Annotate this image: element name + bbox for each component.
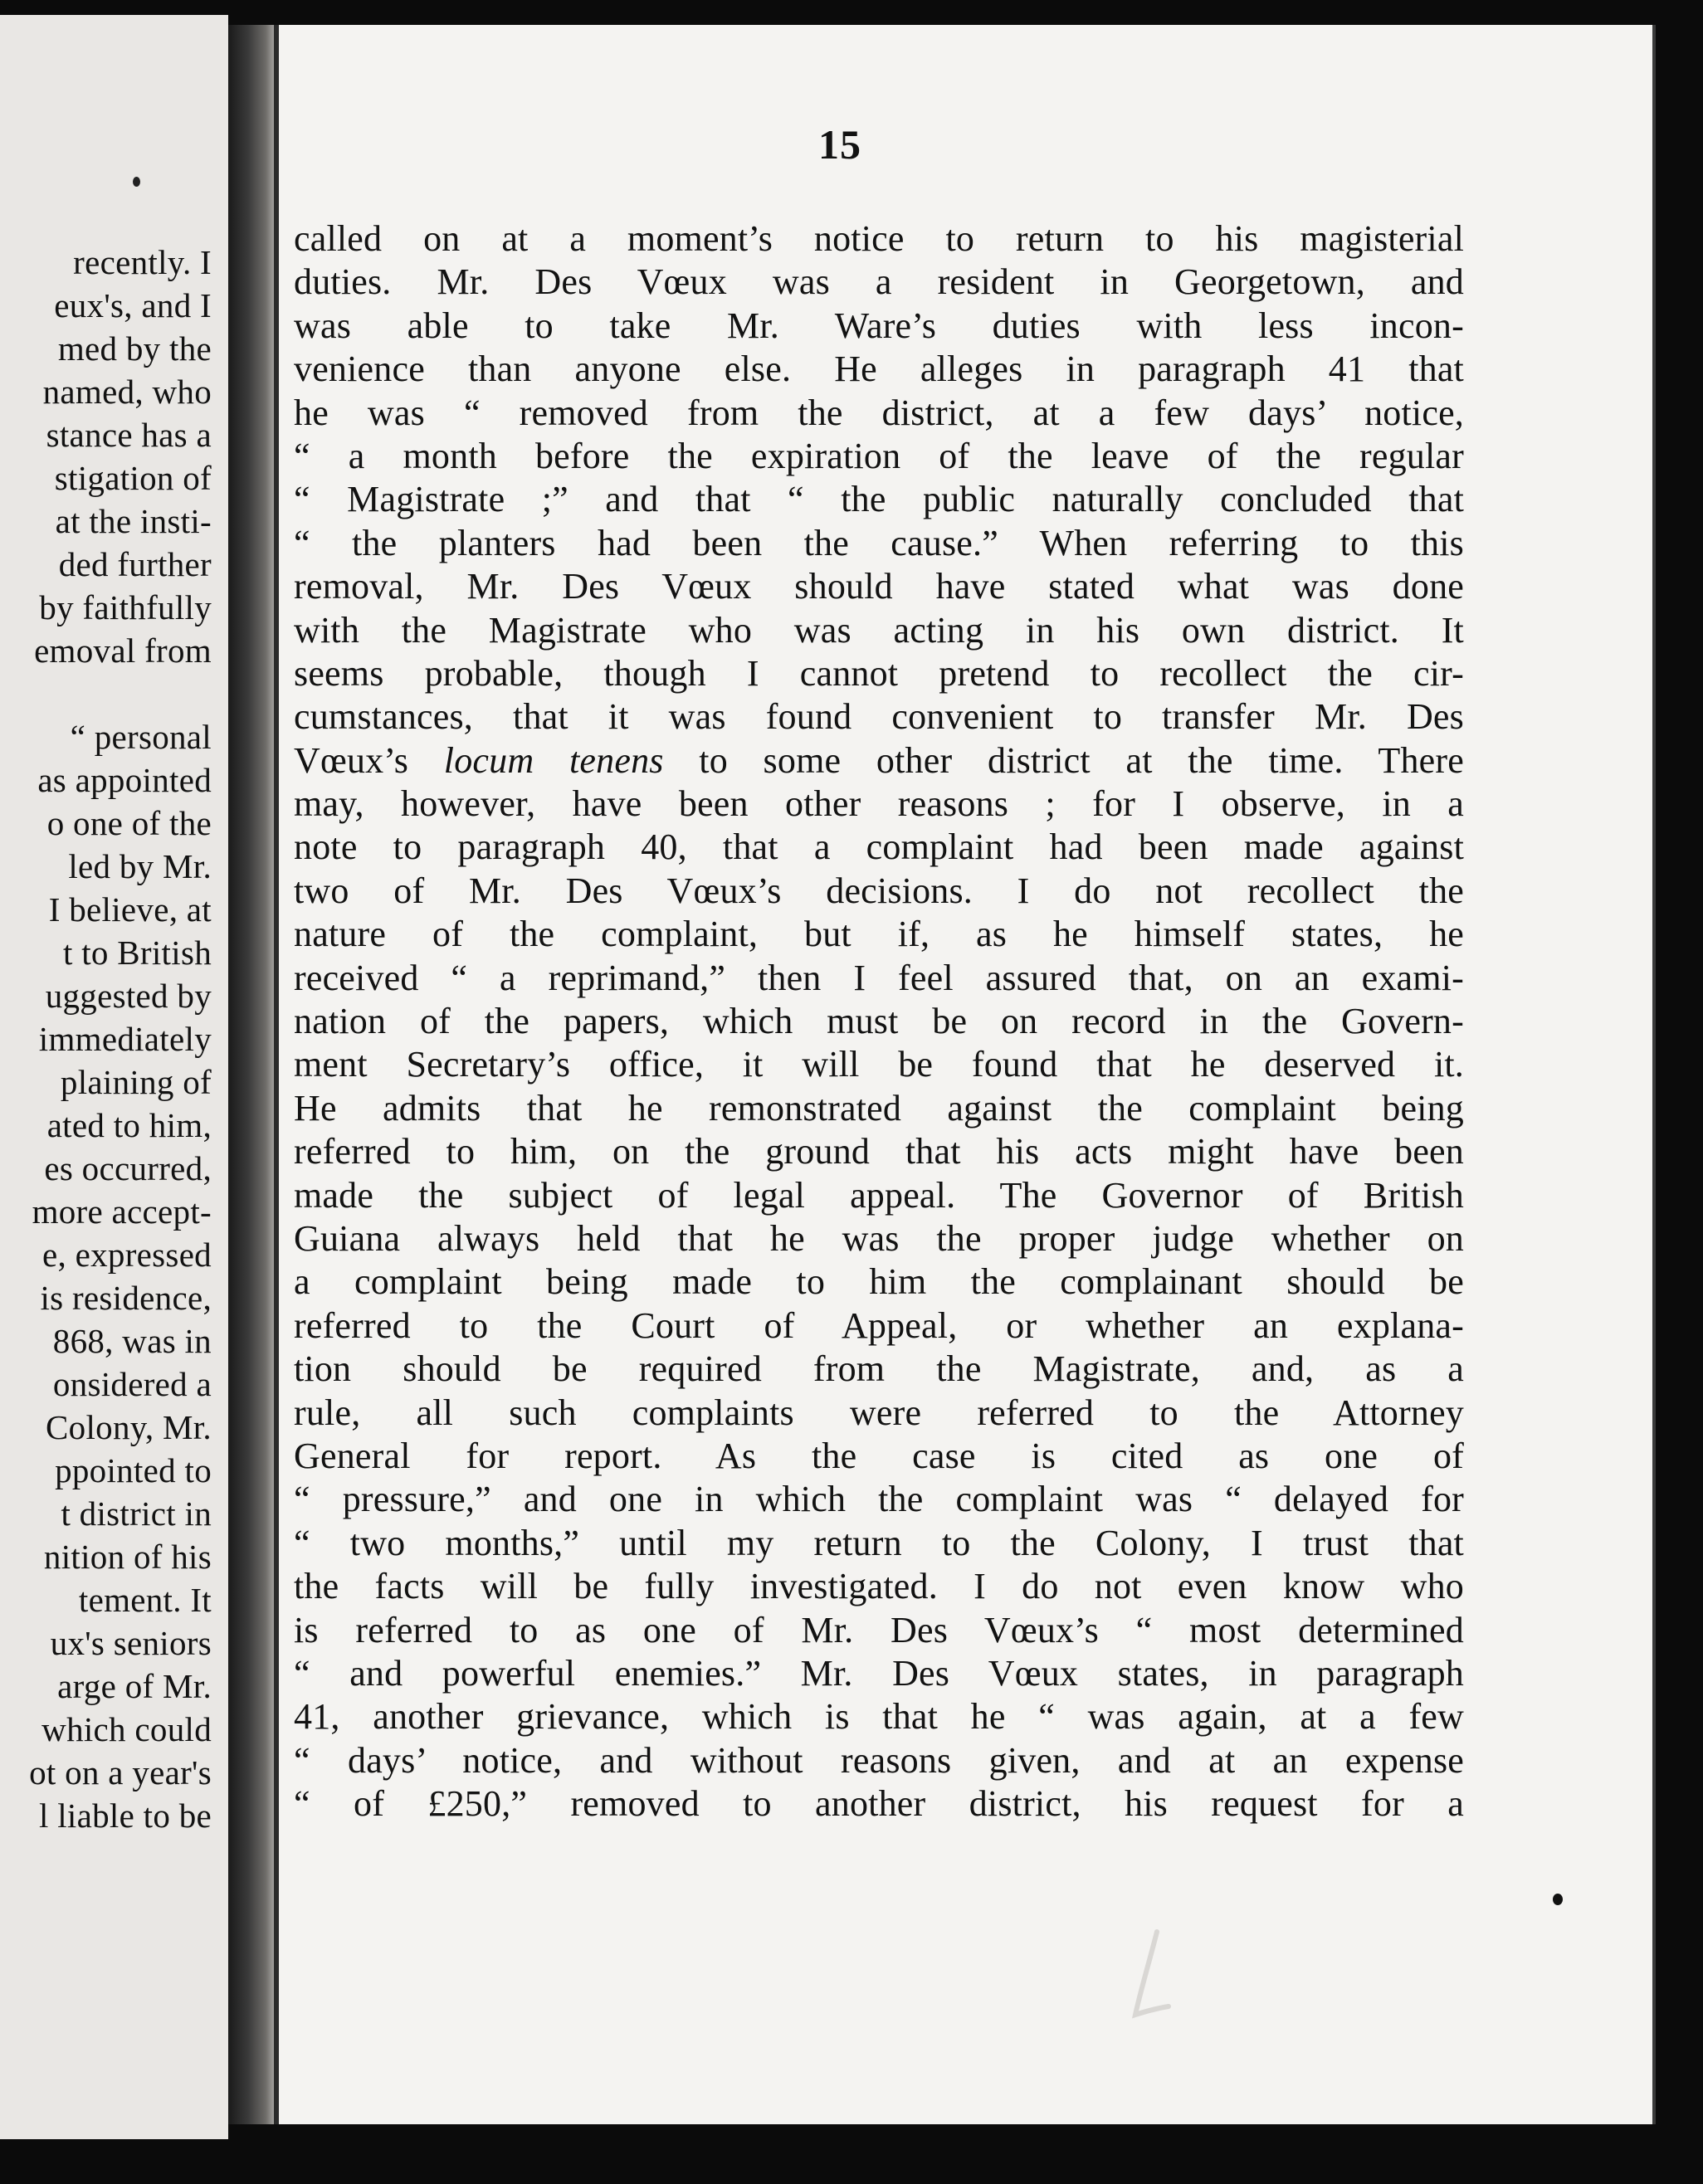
text-line: ment Secretary’s office, it will be found that he deserved it. xyxy=(294,1044,1464,1085)
text-line: Guiana always held that he was the proper judge whether on xyxy=(294,1217,1464,1259)
left-page-line: by faithfully xyxy=(39,588,212,626)
text-line: “ a month before the expiration of the leave of the regular xyxy=(294,435,1464,476)
text-line: made the subject of legal appeal. The Governor of British xyxy=(294,1174,1464,1216)
left-page-line: uggested by xyxy=(45,977,212,1015)
text-line: seems probable, though I cannot pretend to recollect the cir- xyxy=(294,652,1464,694)
left-page-line: as appointed xyxy=(37,761,212,799)
left-page-line: recently. I xyxy=(73,243,212,281)
text-line: may, however, have been other reasons ; for I observe, in a xyxy=(294,783,1464,825)
left-page-line: ot on a year's xyxy=(29,1753,212,1792)
left-page-line: nition of his xyxy=(43,1538,212,1576)
left-page-line: med by the xyxy=(57,329,212,368)
ink-dot xyxy=(133,177,140,187)
left-page-line xyxy=(0,672,212,715)
text-line: “ the planters had been the cause.” When referring to this xyxy=(294,522,1464,563)
ink-dot xyxy=(1553,1894,1563,1905)
left-page-line: onsidered a xyxy=(52,1365,212,1403)
left-page-line: led by Mr. xyxy=(68,847,212,885)
left-page-line: ded further xyxy=(58,545,212,583)
left-page-line: more accept- xyxy=(32,1192,212,1231)
left-page-line: 868, was in xyxy=(52,1322,212,1360)
text-line: was able to take Mr. Ware’s duties with less incon- xyxy=(294,305,1464,346)
text-line: venience than anyone else. He alleges in paragraph 41 that xyxy=(294,349,1464,390)
text-line: the facts will be fully investigated. I do not even know who xyxy=(294,1566,1464,1607)
left-page-line: stigation of xyxy=(54,459,212,497)
left-page-line: Colony, Mr. xyxy=(46,1408,212,1446)
text-line: tion should be required from the Magistrate, and, as a xyxy=(294,1348,1464,1390)
left-page-line: immediately xyxy=(38,1020,212,1058)
book-gutter xyxy=(228,25,278,2124)
left-page-line: t district in xyxy=(61,1494,212,1533)
left-page-line: I believe, at xyxy=(48,890,212,929)
left-page-line: at the insti- xyxy=(55,502,212,540)
pencil-mark xyxy=(1125,1925,1175,2025)
text-line: rule, all such complaints were referred to the Attorney xyxy=(294,1392,1464,1433)
left-page-line: t to British xyxy=(62,934,212,972)
left-page-line: named, who xyxy=(42,373,212,411)
left-page-line: stance has a xyxy=(46,416,212,454)
text-line: received “ a reprimand,” then I feel assured that, on an exami- xyxy=(294,957,1464,998)
page-number: 15 xyxy=(818,121,861,168)
text-line: referred to the Court of Appeal, or whether an explana- xyxy=(294,1304,1464,1346)
text-line: called on at a moment’s notice to return to his magisterial xyxy=(294,218,1464,259)
right-page xyxy=(274,25,1656,2124)
text-line: nature of the complaint, but if, as he himself states, he xyxy=(294,914,1464,955)
left-page-line: e, expressed xyxy=(42,1236,212,1274)
left-page-line: es occurred, xyxy=(44,1149,212,1187)
text-line: Vœux’s locum tenens to some other district at the time. There xyxy=(294,739,1464,781)
text-line: note to paragraph 40, that a complaint had been made against xyxy=(294,826,1464,868)
left-page-line: emoval from xyxy=(34,631,212,670)
left-facing-page xyxy=(0,15,228,2139)
text-line: “ pressure,” and one in which the complaint was “ delayed for xyxy=(294,1479,1464,1520)
left-page-line: which could xyxy=(41,1710,212,1748)
text-line: General for report. As the case is cited as one of xyxy=(294,1435,1464,1476)
text-line: He admits that he remonstrated against the complaint being xyxy=(294,1087,1464,1129)
left-page-line: plaining of xyxy=(60,1063,212,1101)
left-page-line: ux's seniors xyxy=(50,1624,212,1662)
text-line: he was “ removed from the district, at a few days’ notice, xyxy=(294,392,1464,433)
left-page-line: is residence, xyxy=(40,1279,212,1317)
left-page-line: ated to him, xyxy=(46,1106,212,1144)
left-page-line: tement. It xyxy=(78,1581,212,1619)
text-line: “ of £250,” removed to another district, his request for a xyxy=(294,1783,1464,1825)
text-line: with the Magistrate who was acting in his own district. It xyxy=(294,609,1464,651)
text-line: 41, another grievance, which is that he “ was again, at a few xyxy=(294,1696,1464,1738)
text-line: two of Mr. Des Vœux’s decisions. I do not recollect the xyxy=(294,870,1464,911)
left-page-text xyxy=(0,241,212,1837)
text-line: referred to him, on the ground that his acts might have been xyxy=(294,1131,1464,1172)
text-line: “ two months,” until my return to the Colony, I trust that xyxy=(294,1522,1464,1563)
text-line: cumstances, that it was found convenient to transfer Mr. Des xyxy=(294,696,1464,738)
left-page-line: l liable to be xyxy=(39,1796,212,1835)
page-body-text xyxy=(294,217,1464,1826)
text-line: duties. Mr. Des Vœux was a resident in Georgetown, and xyxy=(294,261,1464,303)
text-line: is referred to as one of Mr. Des Vœux’s “ most determined xyxy=(294,1609,1464,1650)
text-line: nation of the papers, which must be on record in the Govern- xyxy=(294,1001,1464,1042)
text-line: “ days’ notice, and without reasons given, and at an expense xyxy=(294,1739,1464,1781)
text-line: a complaint being made to him the complainant should be xyxy=(294,1261,1464,1303)
text-line: “ and powerful enemies.” Mr. Des Vœux states, in paragraph xyxy=(294,1652,1464,1694)
text-line: removal, Mr. Des Vœux should have stated what was done xyxy=(294,566,1464,607)
left-page-line: eux's, and I xyxy=(54,286,212,324)
left-page-line: “ personal xyxy=(70,718,212,756)
left-page-line: o one of the xyxy=(46,804,212,842)
left-page-line: ppointed to xyxy=(55,1451,212,1489)
text-line: “ Magistrate ;” and that “ the public naturally concluded that xyxy=(294,479,1464,520)
left-page-line: arge of Mr. xyxy=(57,1667,212,1705)
